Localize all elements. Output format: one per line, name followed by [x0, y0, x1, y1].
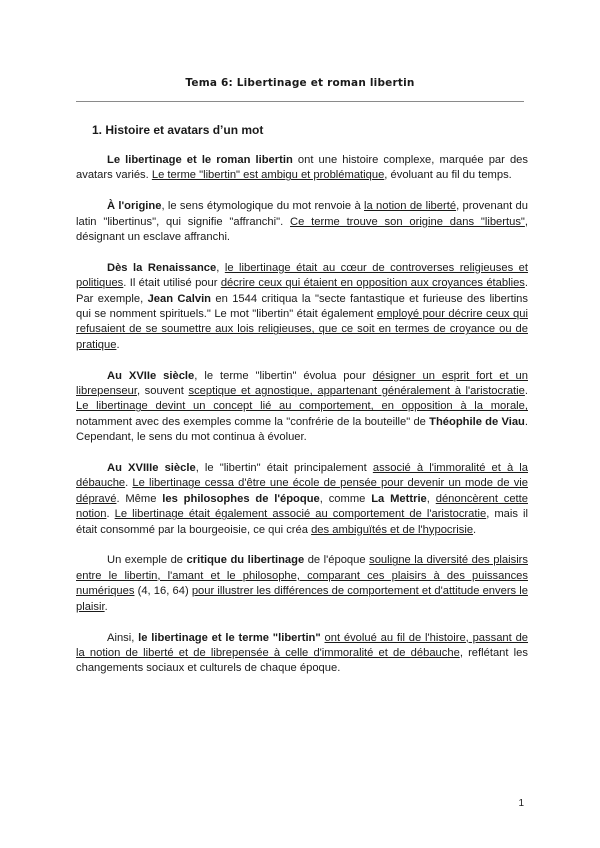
text-run: , le "libertin" était principalement: [195, 462, 373, 475]
paragraph: [76, 199, 528, 245]
paragraph: [76, 461, 528, 538]
text-run: ,: [426, 492, 436, 505]
text-run: , le terme "libertin" évolua pour: [194, 369, 373, 382]
underlined-phrase: pour illustrer les différences de comportement et d'attitude envers le plaisir: [76, 585, 528, 613]
text-run: , mais il était consommé par la bourgeoisie, ce qui créa: [76, 508, 529, 536]
document-title: Tema 6: Libertinage et roman libertin: [185, 77, 415, 89]
underlined-phrase: Le libertinage cessa d'être une école de pensée pour devenir un mode de vie dépravé: [76, 477, 528, 505]
bold-phrase: Au XVIIe siècle: [107, 369, 195, 382]
bold-phrase: Dès la Renaissance: [107, 261, 217, 274]
text-run: de l'époque: [304, 554, 370, 567]
bold-phrase: le libertinage et le terme "libertin": [138, 631, 321, 644]
bold-phrase: À l'origine: [107, 200, 162, 213]
text-run: , le sens étymologique du mot renvoie à: [161, 200, 364, 213]
bold-phrase: Théophile de Viau: [429, 415, 525, 428]
underlined-phrase: Le libertinage devint un concept lié au comportement, en opposition à la morale,: [76, 400, 528, 413]
underlined-phrase: associé à l'immoralité et à la débauche: [76, 462, 528, 490]
text-run: , souvent: [136, 385, 189, 398]
bold-phrase: Au XVIIIe siècle: [107, 462, 196, 475]
underlined-phrase: Le terme "libertin" est ambigu et problématique: [151, 169, 385, 182]
underlined-phrase: décrire ceux qui étaient en opposition aux croyances établies: [220, 277, 525, 290]
underlined-phrase: désigner un esprit fort et un librepenseur: [76, 369, 528, 398]
text-run: . Il était utilisé pour: [123, 277, 221, 290]
text-run: .: [104, 600, 108, 613]
underlined-phrase: des ambiguïtés et de l'hypocrisie: [311, 523, 474, 536]
text-run: .: [106, 508, 115, 521]
text-run: . Par exemple,: [76, 277, 528, 305]
section-heading: 1. Histoire et avatars d’un mot: [92, 123, 264, 137]
underlined-phrase: dénoncèrent cette notion: [76, 492, 528, 521]
underlined-phrase: la notion de liberté: [364, 200, 457, 213]
text-run: .: [473, 523, 477, 536]
underlined-phrase: Le libertinage était également associé au comportement de l'aristocratie: [114, 508, 487, 521]
text-run: .: [116, 338, 120, 351]
text-run: , reflétant les changements sociaux et culturels de chaque époque.: [76, 646, 528, 675]
underlined-phrase: souligne la diversité des plaisirs entre le libertin, l'amant et le philosophe, comparant ces plaisirs à des puissances numériques: [76, 554, 529, 598]
text-run: , désignant un esclave affranchi.: [76, 215, 528, 244]
text-run: Un exemple de: [107, 554, 187, 567]
text-run: Ainsi,: [107, 631, 139, 644]
paragraph: [76, 553, 528, 615]
underlined-phrase: sceptique et agnostique, appartenant généralement à l'aristocratie: [188, 385, 525, 398]
text-run: , comme: [319, 492, 372, 505]
text-run: (4, 16, 64): [134, 585, 192, 598]
document-body: [76, 153, 528, 677]
underlined-phrase: le libertinage était au cœur de controverses religieuses et politiques: [76, 261, 529, 290]
text-run: .: [125, 477, 133, 490]
paragraph: [76, 153, 528, 184]
text-run: en 1544 critiqua la "secte fantastique et furieuse des libertins qui se nomment spirituels." Le mot "libertin" était également: [76, 292, 528, 321]
bold-phrase: les philosophes de l'époque: [162, 492, 320, 505]
paragraph: [76, 631, 528, 677]
paragraph: [76, 261, 528, 353]
text-run: ont une histoire complexe, marquée par des avatars variés.: [76, 154, 528, 182]
underlined-phrase: ont évolué au fil de l'histoire, passant de la notion de liberté et de librepensée à celle d'immoralité et de débauche: [76, 631, 529, 659]
bold-phrase: La Mettrie: [371, 492, 427, 505]
bold-phrase: critique du libertinage: [186, 554, 305, 567]
text-run: ,: [216, 261, 225, 274]
bold-phrase: Jean Calvin: [147, 292, 212, 305]
text-run: , provenant du latin "libertinus", qui signifie "affranchi".: [76, 200, 529, 228]
text-run: , évoluant au fil du temps.: [384, 169, 512, 182]
text-run: .: [524, 385, 528, 398]
page-number: 1: [518, 798, 524, 809]
title-divider: [76, 101, 524, 102]
underlined-phrase: Ce terme trouve son origine dans "libertus": [290, 215, 525, 228]
text-run: notamment avec des exemples comme la "confrérie de la bouteille" de: [76, 415, 430, 428]
text-run: . Même: [116, 492, 163, 505]
bold-phrase: Le libertinage et le roman libertin: [107, 154, 293, 166]
paragraph: [76, 369, 528, 446]
underlined-phrase: employé pour décrire ceux qui refusaient de se soumettre aux lois religieuses, que ce soit en termes de croyance ou de pratique: [76, 308, 528, 351]
text-run: . Cependant, le sens du mot continua à évoluer.: [76, 415, 528, 444]
